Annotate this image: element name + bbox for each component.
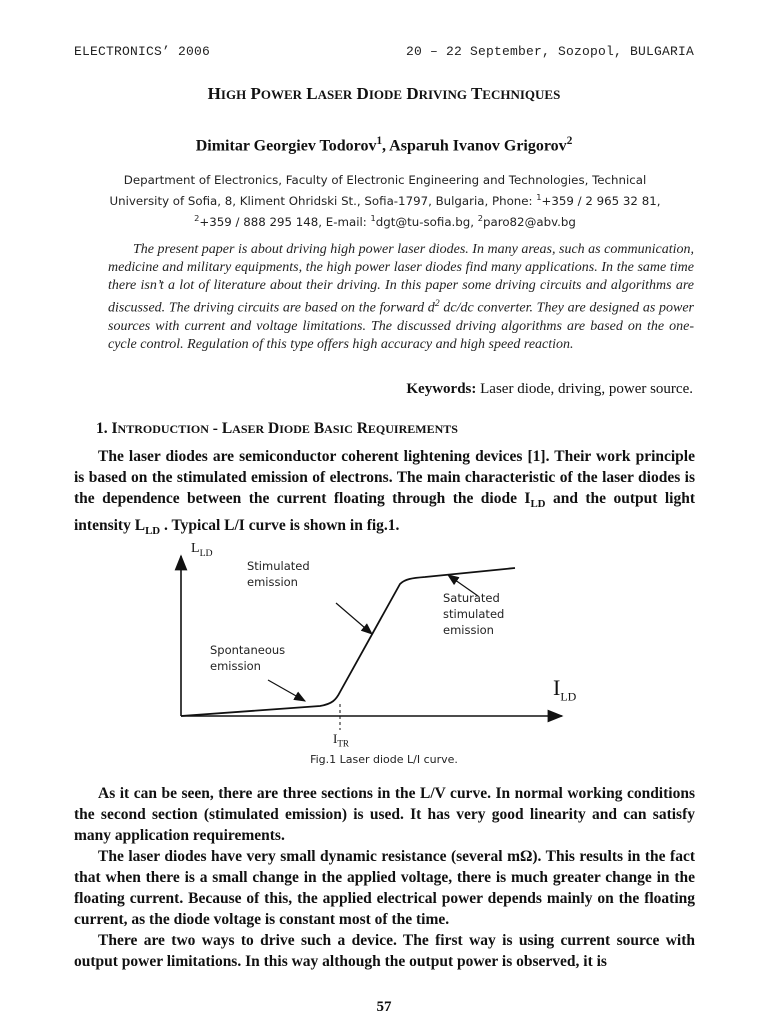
affiliation: Department of Electronics, Faculty of Electronic Engineering and Technologies, Technical University of Sofia, 8, Kliment Ohridski St., Sofia-1797, Bulgaria, Phone: $^1$+359 / 2 965 32 81, $^2$+359 / 888 295 148, E-mail: $^1$dgt@tu-sofia.bg, $^2$paro82@abv.bg <box>109 173 661 229</box>
title-word: LASER <box>306 84 353 103</box>
title-word: HIGH <box>207 84 247 103</box>
author-2: Asparuh Ivanov Grigorov <box>389 137 567 155</box>
x-axis-label: $I_{LD}$ <box>553 675 577 704</box>
email-2: paro82@abv.bg <box>483 214 576 229</box>
saturated-emission-label: Saturated stimulated emission <box>443 591 505 637</box>
paper-title <box>0 84 768 104</box>
paragraph-resistance: The laser diodes have very small dynamic resistance (several mΩ). This results in the fact that when there is a small change in the applied voltage, there is much greater change in the floating current. Because of this, the applied electrical power depends mainly on the floating current, as the diode voltage is constant most of the time. <box>74 848 695 928</box>
conference-date-location: 20 – 22 September, Sozopol, BULGARIA <box>405 44 694 59</box>
title-word: TECHNIQUES <box>470 84 561 103</box>
stimulated-emission-label: Stimulated emission <box>247 559 310 589</box>
threshold-label: $I_{TR}$ <box>333 731 349 749</box>
paragraph-sections: As it can be seen, there are three sections in the L/V curve. In normal working conditions the second section (stimulated emission) is used. It has very good linearity and can satisfy many application requirements. <box>74 785 695 844</box>
keywords <box>406 381 693 398</box>
paragraph-driving: There are two ways to drive such a device. The first way is using current source with output power limitations. In this way although the output power is observed, it is <box>74 932 695 970</box>
title-word: POWER <box>250 84 303 103</box>
spontaneous-emission-label: Spontaneous emission <box>210 643 286 673</box>
page-number: 57 <box>376 999 392 1015</box>
abstract: The present paper is about driving high power laser diodes. In many areas, such as communication, medicine and military equipments, the high power laser diodes find many applications. In the same time there isn’t a lot of literature about their driving. In this paper some driving circuits and algorithms are discussed. The driving circuits are based on the forward $d^2$ dc/dc converter. They are designed as power sources with current and voltage limitations. The discussed driving algorithms are based on the one-cycle control. Regulation of this type offers high accuracy and high speed reaction. <box>108 242 694 352</box>
authors-line: Dimitar Georgiev Todorov$^1$, Asparuh Ivanov Grigorov$^2$ <box>195 135 573 155</box>
keywords-text: Laser diode, driving, power source. <box>476 381 693 397</box>
y-axis-label: $L_{LD}$ <box>191 541 213 559</box>
keywords-label: Keywords: <box>406 381 477 397</box>
spontaneous-pointer-arrow <box>268 680 305 701</box>
figure-caption: Fig.1 Laser diode L/I curve. <box>310 753 458 766</box>
author-1: Dimitar Georgiev Todorov <box>195 137 377 155</box>
title-word: DIODE <box>356 84 403 103</box>
email-1: dgt@tu-sofia.bg, <box>375 214 478 229</box>
conference-name: ELECTRONICS’ 2006 <box>74 44 211 59</box>
paragraph-intro: The laser diodes are semiconductor coherent lightening devices [1]. Their work principle is based on the stimulated emission of electrons. The main characteristic of the laser diodes is the dependence between the current floating through the diode $I_{LD}$ and the output light intensity $L_{LD}$ . Typical L/I curve is shown in fig.1. <box>74 448 695 538</box>
section-heading: 1. INTRODUCTION - LASER DIODE BASIC REQUIREMENTS <box>96 420 458 437</box>
title-word: DRIVING <box>406 84 467 103</box>
stimulated-pointer-arrow <box>336 603 372 634</box>
